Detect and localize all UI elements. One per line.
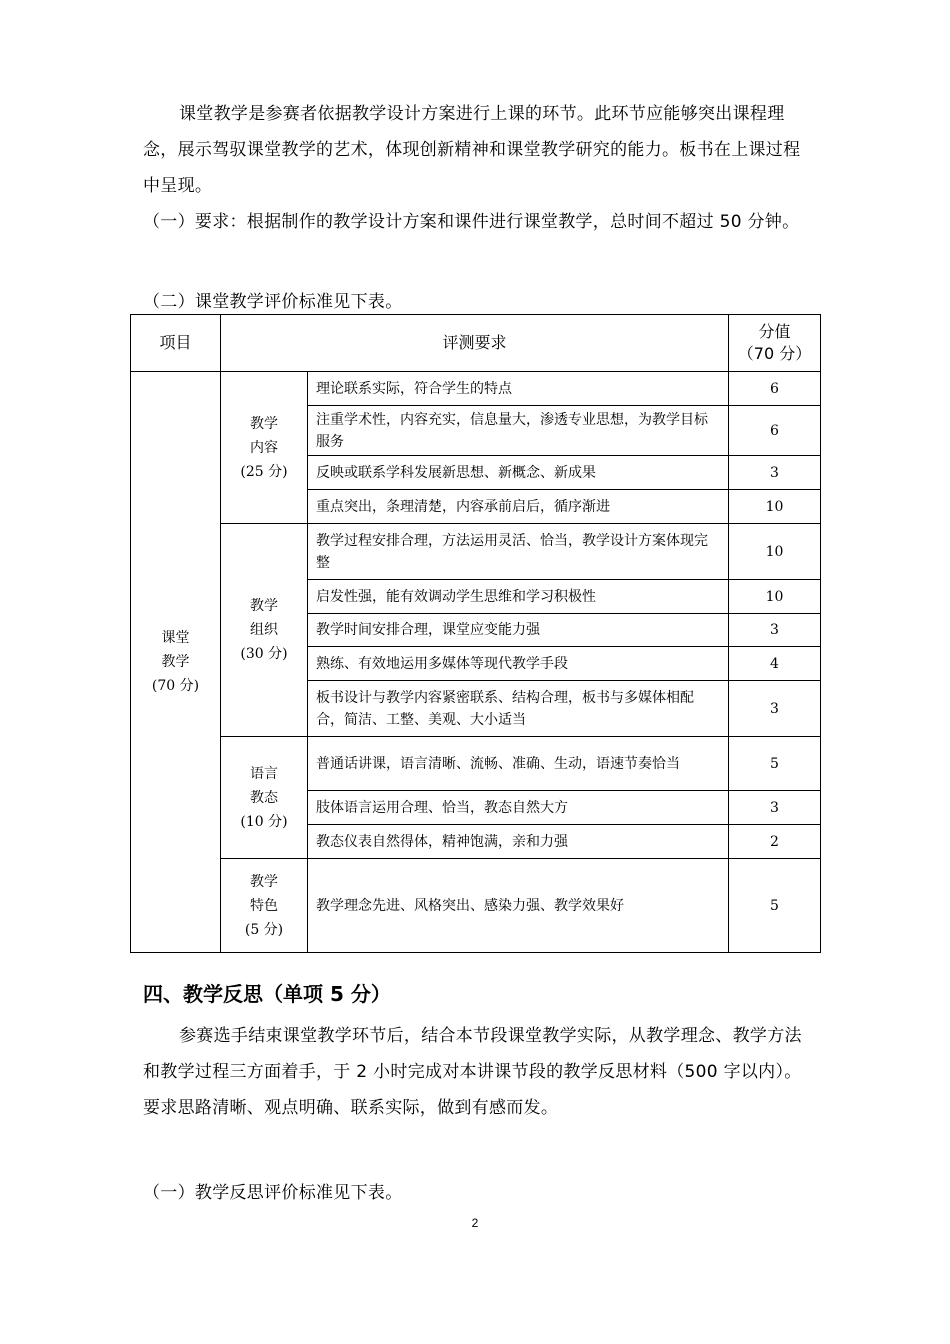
score-cell: 10 [729, 524, 821, 580]
reflection-table-caption: （一）教学反思评价标准见下表。 [143, 1183, 403, 1203]
criteria-cell: 熟练、有效地运用多媒体等现代教学手段 [308, 647, 729, 681]
page-number: 2 [471, 1216, 479, 1230]
score-cell: 3 [729, 456, 821, 490]
score-cell: 10 [729, 580, 821, 614]
criteria-cell: 普通话讲课，语言清晰、流畅、准确、生动，语速节奏恰当 [308, 737, 729, 791]
table-row [131, 737, 821, 791]
group-name-line: 教学 [250, 873, 278, 890]
header-criteria: 评测要求 [221, 315, 729, 372]
main-item-line: 课堂 [161, 630, 190, 646]
criteria-cell: 教学过程安排合理，方法运用灵活、恰当，教学设计方案体现完整 [308, 524, 729, 580]
group-name-line: (30 分) [240, 646, 288, 662]
header-score-line2: （70 分） [737, 344, 812, 363]
group-name-line: 特色 [250, 897, 278, 914]
score-cell: 6 [729, 406, 821, 456]
criteria-cell: 肢体语言运用合理、恰当，教态自然大方 [308, 791, 729, 825]
group-cell-feature [221, 859, 308, 953]
group-name-line: 组织 [250, 622, 278, 638]
criteria-cell: 反映或联系学科发展新思想、新概念、新成果 [308, 456, 729, 490]
requirement-paragraph: （一）要求：根据制作的教学设计方案和课件进行课堂教学，总时间不超过 50 分钟。 [143, 212, 800, 232]
section-heading: 四、教学反思（单项 5 分） [143, 982, 391, 1006]
main-item-line: (70 分) [151, 678, 200, 694]
table-row [131, 372, 821, 406]
score-cell: 10 [729, 490, 821, 524]
intro-paragraph: 课堂教学是参赛者依据教学设计方案进行上课的环节。此环节应能够突出课程理念，展示驾驭课堂教学的艺术，体现创新精神和课堂教学研究的能力。板书在上课过程中呈现。 [143, 104, 801, 196]
group-name-line: 教态 [250, 789, 278, 806]
criteria-cell: 板书设计与教学内容紧密联系、结构合理，板书与多媒体相配合，简洁、工整、美观、大小适当 [308, 681, 729, 737]
group-cell-language [221, 737, 308, 859]
table-header-row [131, 315, 821, 372]
score-cell: 3 [729, 614, 821, 647]
reflection-paragraph: 参赛选手结束课堂教学环节后，结合本节段课堂教学实际，从教学理念、教学方法和教学过程三方面着手，于 2 小时完成对本讲课节段的教学反思材料（500 字以内）。要求思路清晰、观点明确、联系实际，做到有感而发。 [143, 1026, 802, 1118]
score-cell: 3 [729, 791, 821, 825]
main-item-line: 教学 [161, 654, 190, 670]
criteria-cell: 教态仪表自然得体，精神饱满，亲和力强 [308, 825, 729, 859]
score-cell: 4 [729, 647, 821, 681]
group-cell-organization [221, 524, 308, 737]
score-cell: 2 [729, 825, 821, 859]
main-item-cell [131, 372, 221, 953]
criteria-cell: 重点突出，条理清楚，内容承前启后，循序渐进 [308, 490, 729, 524]
table-row [131, 524, 821, 580]
score-cell: 3 [729, 681, 821, 737]
group-name-line: 语言 [250, 765, 278, 782]
score-cell: 5 [729, 737, 821, 791]
table-row [131, 859, 821, 953]
criteria-cell: 注重学术性，内容充实，信息量大，渗透专业思想，为教学目标服务 [308, 406, 729, 456]
group-name-line: 教学 [250, 598, 278, 614]
group-cell-content [221, 372, 308, 524]
table-caption: （二）课堂教学评价标准见下表。 [143, 292, 403, 312]
header-item: 项目 [131, 315, 221, 372]
score-cell: 6 [729, 372, 821, 406]
criteria-cell: 理论联系实际，符合学生的特点 [308, 372, 729, 406]
header-score [729, 315, 821, 372]
criteria-cell: 启发性强，能有效调动学生思维和学习积极性 [308, 580, 729, 614]
group-name-line: (5 分) [244, 921, 284, 938]
evaluation-table [130, 314, 821, 953]
group-name-line: (10 分) [240, 813, 288, 830]
score-cell: 5 [729, 859, 821, 953]
criteria-cell: 教学时间安排合理，课堂应变能力强 [308, 614, 729, 647]
criteria-cell: 教学理念先进、风格突出、感染力强、教学效果好 [308, 859, 729, 953]
group-name-line: (25 分) [240, 463, 288, 480]
group-name-line: 教学 [250, 415, 278, 432]
group-name-line: 内容 [250, 439, 278, 456]
header-score-line1: 分值 [758, 322, 791, 341]
